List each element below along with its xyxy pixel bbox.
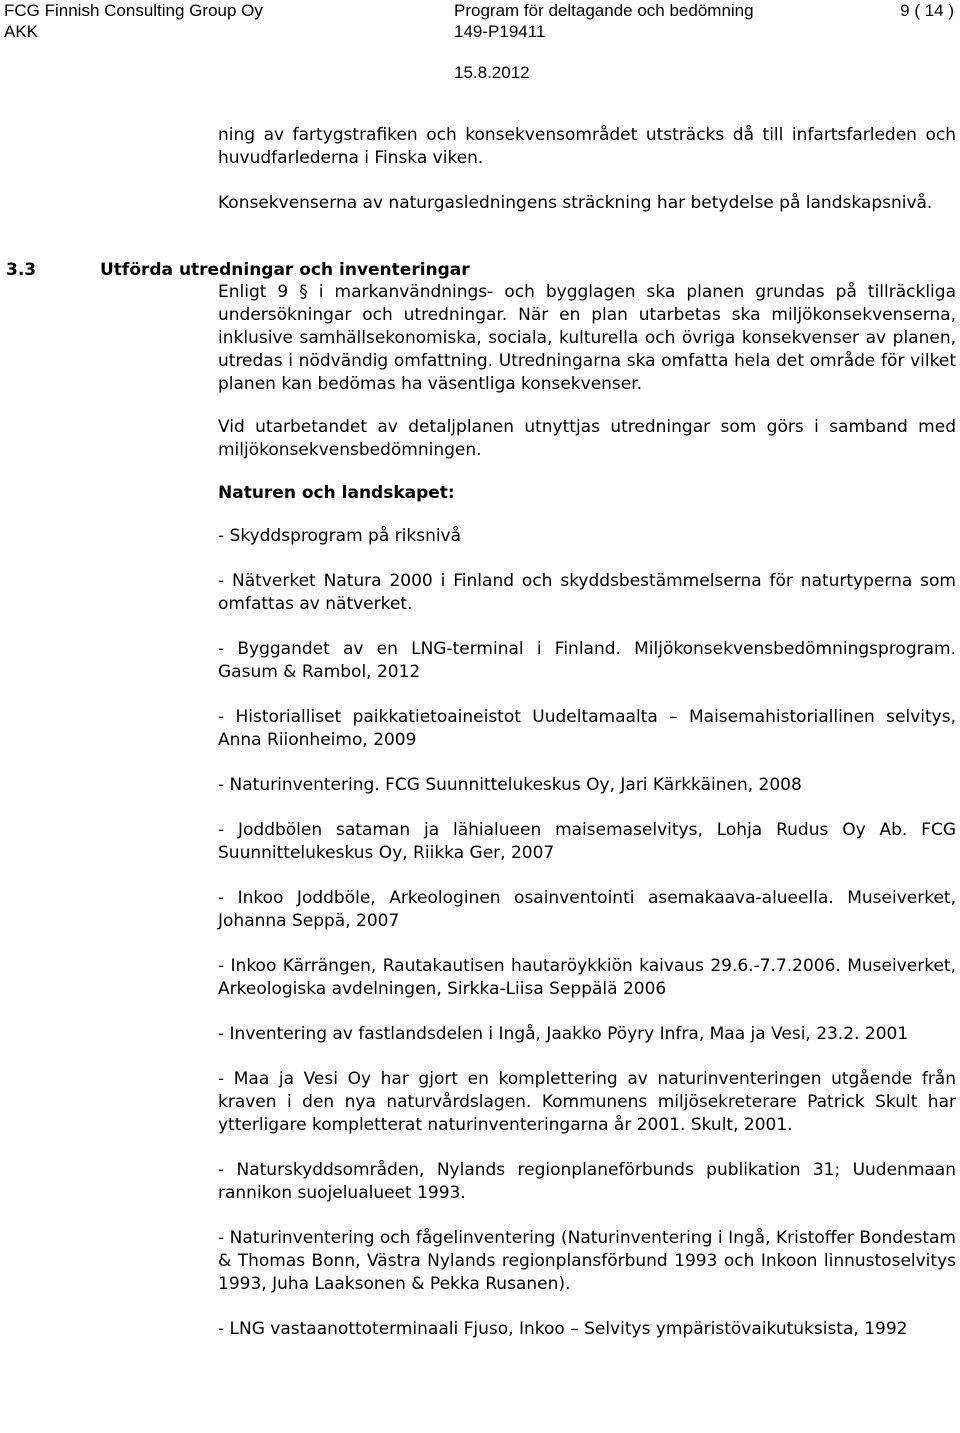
document-title: Program för deltagande och bedömning: [454, 1, 754, 20]
reference-item: - Naturskyddsområden, Nylands regionplaneförbunds publikation 31; Uudenmaan rannikon suojelualueet 1993.: [218, 1160, 956, 1203]
reference-item: - Naturinventering och fågelinventering (Naturinventering i Ingå, Kristoffer Bondestam & Thomas Bonn, Västra Nylands regionplansförbund 1993 och Inkoon linnustoselvitys 1993, Juha Laaksonen & Pekka Rusanen).: [218, 1228, 956, 1294]
project-number: 149-P19411: [454, 22, 546, 41]
intro-paragraph: Konsekvenserna av naturgasledningens sträckning har betydelse på landskapsnivå.: [218, 193, 933, 213]
section-number: 3.3: [6, 260, 37, 280]
client-name: AKK: [4, 22, 39, 41]
reference-item: - LNG vastaanottoterminaali Fjuso, Inkoo – Selvitys ympäristövaikutuksista, 1992: [218, 1319, 908, 1339]
reference-item: - Inkoo Joddböle, Arkeologinen osainventointi asemakaava-alueella. Museiverket, Johanna Seppä, 2007: [218, 888, 956, 931]
reference-item: - Inkoo Kärrängen, Rautakautisen hautaröykkiön kaivaus 29.6.-7.7.2006. Museiverket, Arkeologiska avdelningen, Sirkka-Liisa Seppälä 2006: [218, 956, 956, 999]
document-body: [218, 124, 956, 1341]
reference-item: - Skyddsprogram på riksnivå: [218, 526, 462, 546]
section-paragraph: Vid utarbetandet av detaljplanen utnyttjas utredningar som görs i samband med miljökonsekvensbedömningen.: [218, 417, 956, 460]
reference-item: - Byggandet av en LNG-terminal i Finland. Miljökonsekvensbedömningsprogram. Gasum & Rambol, 2012: [218, 639, 956, 682]
page-number: 9 ( 14 ): [900, 1, 954, 20]
reference-item: - Joddbölen sataman ja lähialueen maisemaselvitys, Lohja Rudus Oy Ab. FCG Suunnittelukeskus Oy, Riikka Ger, 2007: [218, 820, 956, 863]
document-date: 15.8.2012: [454, 63, 530, 82]
section-paragraph: Enligt 9 § i markanvändnings- och bygglagen ska planen grundas på tillräckliga undersökningar och utredningar. När en plan utarbetas ska miljökonsekvenserna, inklusive samhällsekonomiska, sociala, kulturella och övriga konsekvenser av planen, utredas i nödvändig omfattning. Utredningarna ska omfatta hela det område för vilket planen kan bedömas ha väsentliga konsekvenser.: [218, 282, 956, 394]
subheading: Naturen och landskapet:: [218, 483, 455, 503]
intro-paragraph: ning av fartygstrafiken och konsekvensområdet utsträcks då till infartsfarleden och huvudfarlederna i Finska viken.: [218, 125, 956, 168]
reference-item: - Naturinventering. FCG Suunnittelukeskus Oy, Jari Kärkkäinen, 2008: [218, 775, 802, 795]
reference-item: - Historialliset paikkatietoaineistot Uudeltamaalta – Maisemahistoriallinen selvitys, Anna Riionheimo, 2009: [218, 707, 956, 750]
reference-item: - Maa ja Vesi Oy har gjort en komplettering av naturinventeringen utgående från kraven i den nya naturvårdslagen. Kommunens miljösekreterare Patrick Skult har ytterligare kompletterat naturinventeringarna år 2001. Skult, 2001.: [218, 1069, 956, 1135]
reference-item: - Nätverket Natura 2000 i Finland och skyddsbestämmelserna för naturtyperna som omfattas av nätverket.: [218, 571, 956, 614]
section-title: Utförda utredningar och inventeringar: [100, 260, 470, 280]
company-name: FCG Finnish Consulting Group Oy: [4, 1, 263, 20]
page-header: [0, 0, 960, 84]
reference-item: - Inventering av fastlandsdelen i Ingå, Jaakko Pöyry Infra, Maa ja Vesi, 23.2. 2001: [218, 1024, 909, 1044]
